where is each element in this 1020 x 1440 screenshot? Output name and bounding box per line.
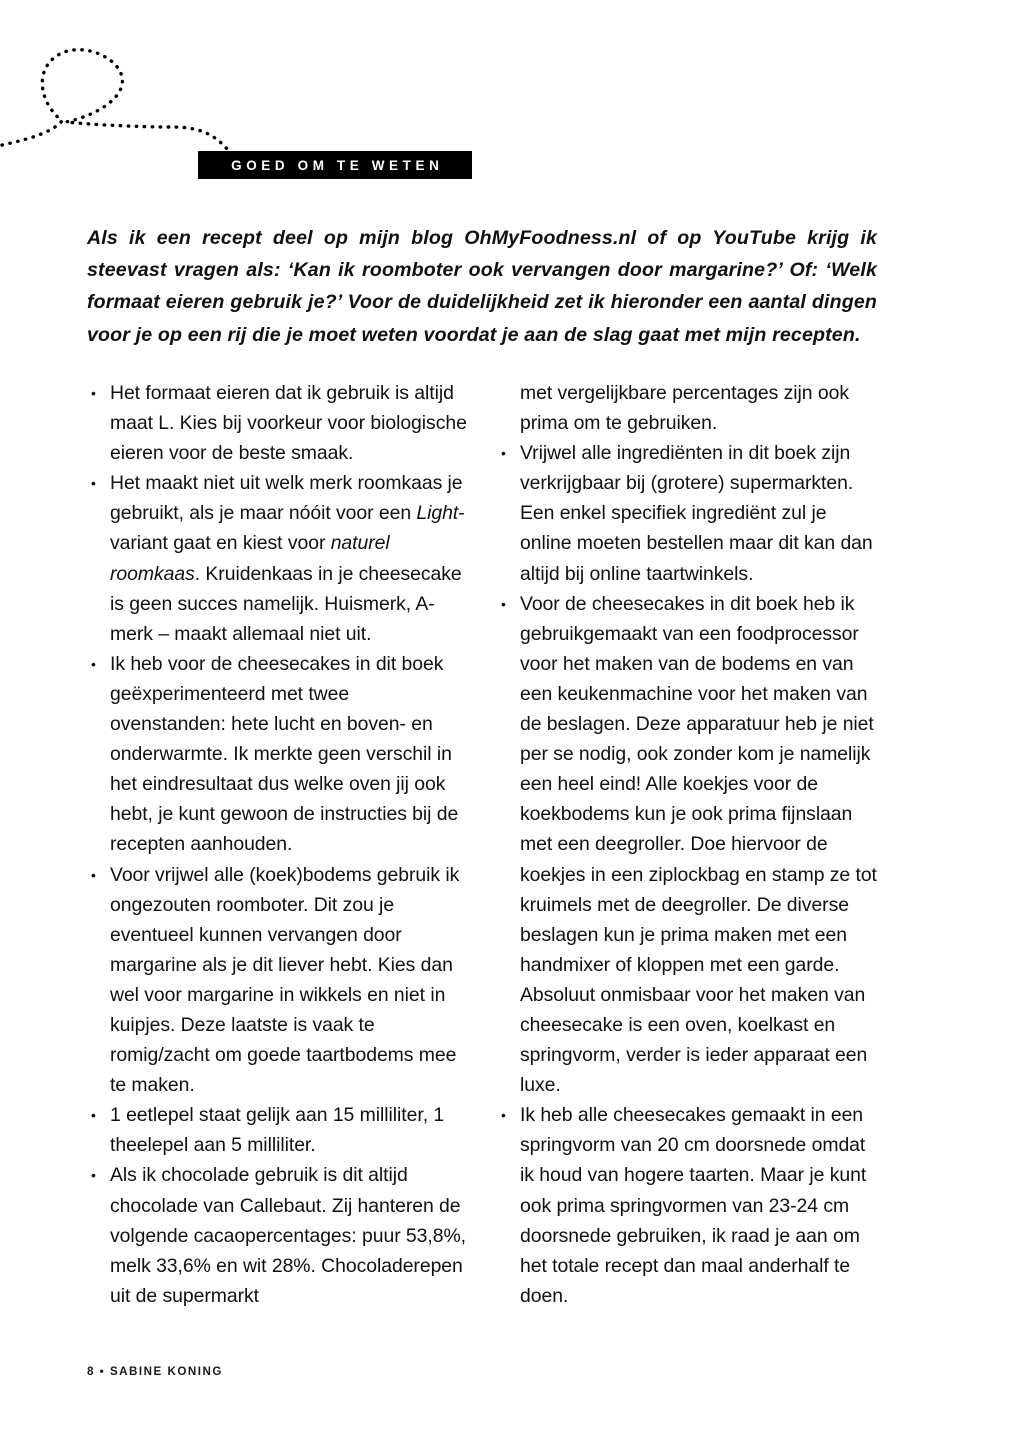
- list-item: • Ik heb alle cheesecakes gemaakt in een springvorm van 20 cm doorsnede omdat ik houd van hogere taarten. Maar je kunt ook prima springvormen van 23-24 cm doorsnede gebruiken, ik raad je aan om het totale recept dan maal anderhalf te doen.: [497, 1100, 877, 1311]
- list-item: • Het formaat eieren dat ik gebruik is altijd maat L. Kies bij voorkeur voor biologische eieren voor de beste smaak.: [87, 378, 467, 468]
- list-item: • Vrijwel alle ingrediënten in dit boek zijn verkrijgbaar bij (grotere) supermarkten. Een enkel specifiek ingrediënt zul je online moeten bestellen maar dit kan dan altijd bij online taartwinkels.: [497, 438, 877, 588]
- intro-paragraph: Als ik een recept deel op mijn blog OhMyFoodness.nl of op YouTube krijg ik steevast vragen als: ‘Kan ik roomboter ook vervangen door margarine?’ Of: ‘Welk formaat eieren gebruik je?’ Voor de duidelijkheid zet ik hieronder een aantal dingen voor je op een rij die je moet weten voordat je aan de slag gaat met mijn recepten.: [87, 226, 877, 346]
- list-item-text-part: Het maakt niet uit welk merk roomkaas je gebruikt, als je maar nóóit voor een: [110, 472, 463, 525]
- list-item: • 1 eetlepel staat gelijk aan 15 milliliter, 1 theelepel aan 5 milliliter.: [87, 1100, 467, 1160]
- section-badge-label: GOED OM TE WETEN: [231, 157, 444, 173]
- list-item: • Voor vrijwel alle (koek)bodems gebruik ik ongezouten roomboter. Dit zou je eventueel kunnen vervangen door margarine als je dit liever hebt. Kies dan wel voor margarine in wikkels en niet in kuipjes. Deze laatste is vaak te romig/zacht om goede taartbodems mee te maken.: [87, 860, 467, 1101]
- list-item-emphasis: Light: [416, 502, 459, 525]
- section-badge: [198, 151, 472, 179]
- list-item-emphasis: naturel roomkaas: [110, 532, 390, 585]
- list-item-continuation: met vergelijkbare percentages zijn ook prima om te gebruiken.: [520, 382, 849, 435]
- left-bullet-list: [87, 378, 467, 1311]
- list-item: • Voor de cheesecakes in dit boek heb ik gebruikgemaakt van een foodprocessor voor het maken van de bodems en van een keukenmachine voor het maken van de beslagen. Deze apparatuur heb je niet per se nodig, ook zonder kom je namelijk een heel eind! Alle koekjes voor de koekbodems kun je ook prima fijnslaan met een deegroller. Doe hiervoor de koekjes in een ziplockbag en stamp ze tot kruimels met de deegroller. De diverse beslagen kun je prima maken met een handmixer of kloppen met een garde. Absoluut onmisbaar voor het maken van cheesecake is een oven, koelkast en springvorm, verder is ieder apparaat een luxe.: [497, 589, 877, 1101]
- right-column: [497, 378, 877, 1311]
- list-item: [87, 468, 467, 649]
- list-item: • Als ik chocolade gebruik is dit altijd chocolade van Callebaut. Zij hanteren de volgende cacaopercentages: puur 53,8%, melk 33,6% en wit 28%. Chocoladerepen uit de supermarkt: [87, 1160, 467, 1310]
- bullet-columns: [87, 378, 877, 1311]
- list-item: • Ik heb voor de cheesecakes in dit boek geëxperimenteerd met twee ovenstanden: hete lucht en boven- en onderwarmte. Ik merkte geen verschil in het eindresultaat dus welke oven jij ook hebt, je kunt gewoon de instructies bij de recepten aanhouden.: [87, 649, 467, 860]
- left-column: [87, 378, 467, 1311]
- right-bullet-list: [497, 378, 877, 1311]
- page-footer: 8 • SABINE KONING: [87, 1365, 223, 1378]
- list-item-text-part: . Kruidenkaas in je cheesecake is geen succes namelijk. Huismerk, A-merk – maakt allemaal niet uit.: [110, 562, 462, 645]
- list-item-text-part: -variant gaat en kiest voor: [110, 502, 465, 555]
